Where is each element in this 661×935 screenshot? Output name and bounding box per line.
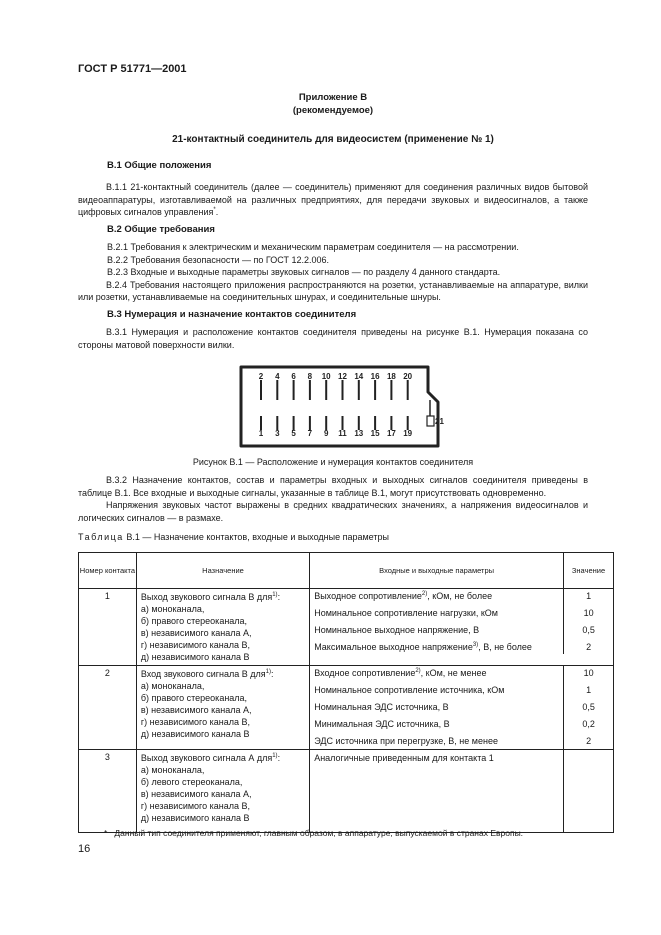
pin-number-label: 15 xyxy=(370,429,380,438)
connector-diagram xyxy=(238,364,446,450)
pin-21-label: 21 xyxy=(435,417,444,426)
appendix-label: Приложение В xyxy=(298,92,368,103)
pin-number-label: 18 xyxy=(386,372,396,381)
paragraph-b2-4: В.2.4 Требования настоящего приложения распространяются на розетки, устанавливаемые на аппаратуре, вилки или розетки, устанавливаемые на соединительных шнурах, и соединительные шнуры. xyxy=(78,279,588,302)
footnote xyxy=(104,828,523,838)
parameter-row: Выходное сопротивление$^{2)}$, кОм, не более 1 xyxy=(310,589,613,603)
bottom-pin-group xyxy=(259,416,413,438)
parameter-row: Минимальная ЭДС источника, В 0,2 xyxy=(310,714,613,731)
parameter-list xyxy=(310,589,614,666)
paragraph-b3-1: В.3.1 Нумерация и расположение контактов соединителя приведены на рисунке В.1. Нумерация показана со стороны матовой поверхности вилки. xyxy=(78,327,588,350)
parameter-value: 2 xyxy=(586,642,592,652)
pin-number-label: 4 xyxy=(275,372,280,381)
pin-number-label: 9 xyxy=(323,429,329,438)
parameter-value: 10 xyxy=(583,668,594,678)
figure-caption: Рисунок В.1 — Расположение и нумерация контактов соединителя xyxy=(192,457,474,467)
paragraph-b3-2: В.3.2 Назначение контактов, состав и параметры входных и выходных сигналов соединителя приведены в таблице В.1. Все входные и выходные сигналы, указанные в таблице В.1, могут присутствовать одновременно. xyxy=(78,475,588,498)
table-row xyxy=(79,589,614,666)
parameter-list xyxy=(310,666,614,750)
table-label: Таблица xyxy=(78,532,124,542)
parameter-row: Входное сопротивление$^{2)}$, кОм, не менее 10 xyxy=(310,666,613,680)
header-purpose: Назначение xyxy=(136,553,309,589)
signal-description: Вход звукового сигнала В для$^{1)}$: а) моноканала, б) правого стереоканала, в) независимого канала А, г) независимого канала В, д) независимого канала В xyxy=(136,666,309,750)
pin-number-label: 17 xyxy=(386,429,396,438)
table-row xyxy=(79,750,614,833)
parameter-value: 2 xyxy=(586,736,592,746)
pin-number-label: 6 xyxy=(291,372,296,381)
top-pin-group xyxy=(259,372,413,400)
paragraph-b3-3: Напряжения звуковых частот выражены в средних квадратических значениях, а напряжения видеосигналов и логических сигналов — в размахе. xyxy=(78,500,588,523)
parameter-value: 0,5 xyxy=(582,625,595,635)
paragraph-b2-3: В.2.3 Входные и выходные параметры звуковых сигналов — по разделу 4 данного стандарта. xyxy=(107,267,501,277)
pin-number-label: 19 xyxy=(403,429,413,438)
contact-number: 2 xyxy=(79,666,137,750)
appendix-title xyxy=(78,91,588,117)
pin-number-label: 7 xyxy=(307,429,313,438)
parameter-value: 1 xyxy=(586,685,592,695)
pin-number-label: 3 xyxy=(275,429,280,438)
parameter-value: 0,2 xyxy=(582,719,595,729)
paragraph-b2-1: В.2.1 Требования к электрическим и механическим параметрам соединителя — на рассмотрении. xyxy=(107,242,519,252)
header-contact: Номер контакта xyxy=(79,553,137,589)
pin-number-label: 8 xyxy=(307,372,313,381)
footnote-text: Данный тип соединителя применяют, главным образом, в аппаратуре, выпускаемой в странах Европы. xyxy=(114,828,524,838)
parameters-table xyxy=(78,552,614,833)
document-title: 21-контактный соединитель для видеосистем (применение № 1) xyxy=(172,134,494,145)
signal-description: Выход звукового сигнала А для$^{1)}$: а) моноканала, б) левого стереоканала, в) независимого канала А, г) независимого канала В, д) независимого канала В xyxy=(136,750,309,833)
pin-number-label: 12 xyxy=(338,372,347,381)
pin-number-label: 11 xyxy=(338,429,347,438)
table-row xyxy=(79,666,614,750)
section-heading-b3: В.3 Нумерация и назначение контактов соединителя xyxy=(107,309,357,320)
parameter-row: Номинальное сопротивление нагрузки, кОм 10 xyxy=(310,603,613,620)
parameter-value: 0,5 xyxy=(582,702,595,712)
standard-header: ГОСТ Р 51771—2001 xyxy=(78,63,187,75)
table-caption xyxy=(78,532,389,542)
pin-number-label: 5 xyxy=(291,429,296,438)
parameter-row: ЭДС источника при перегрузке, В, не менее 2 xyxy=(310,731,613,749)
pin-number-label: 1 xyxy=(258,429,264,438)
parameter-row: Номинальное сопротивление источника, кОм 1 xyxy=(310,680,613,697)
signal-description: Выход звукового сигнала В для$^{1)}$: а) моноканала, б) правого стереоканала, в) независимого канала А, г) независимого канала В, д) независимого канала В xyxy=(136,589,309,666)
contact-number: 3 xyxy=(79,750,137,833)
header-params: Входные и выходные параметры xyxy=(310,553,564,589)
parameter-value: 10 xyxy=(583,608,594,618)
pin-number-label: 14 xyxy=(354,372,364,381)
paragraph-b1-1: В.1.1 21-контактный соединитель (далее — соединитель) применяют для соединения различных видов бытовой видеоаппаратуры, изготавливаемой на различных предприятиях, для передачи звуковых и видеосигналов, а также цифровых сигналов управления*. xyxy=(78,182,588,217)
table-caption-text: В.1 — Назначение контактов, входные и выходные параметры xyxy=(126,532,389,542)
parameter-note: Аналогичные приведенным для контакта 1 xyxy=(310,750,564,833)
table-header-row xyxy=(79,553,614,589)
page-number: 16 xyxy=(78,843,91,855)
appendix-status: (рекомендуемое) xyxy=(292,105,374,116)
pin-21-box xyxy=(427,416,434,426)
parameter-value: 1 xyxy=(586,591,592,601)
value-cell-empty xyxy=(564,750,614,833)
pin-number-label: 16 xyxy=(370,372,380,381)
section-heading-b2: В.2 Общие требования xyxy=(107,224,215,235)
pin-number-label: 10 xyxy=(321,372,331,381)
header-value: Значение xyxy=(564,553,614,589)
parameter-row: Номинальная ЭДС источника, В 0,5 xyxy=(310,697,613,714)
paragraph-b2-2: В.2.2 Требования безопасности — по ГОСТ 12.2.006. xyxy=(107,254,330,265)
contact-number: 1 xyxy=(79,589,137,666)
footnote-mark: * xyxy=(104,828,108,838)
pin-number-label: 13 xyxy=(354,429,364,438)
pin-number-label: 2 xyxy=(258,372,264,381)
section-heading-b1: В.1 Общие положения xyxy=(107,160,212,171)
parameter-row: Максимальное выходное напряжение$^{3)}$, В, не более 2 xyxy=(310,637,613,654)
parameter-row: Номинальное выходное напряжение, В 0,5 xyxy=(310,620,613,637)
pin-number-label: 20 xyxy=(403,372,413,381)
